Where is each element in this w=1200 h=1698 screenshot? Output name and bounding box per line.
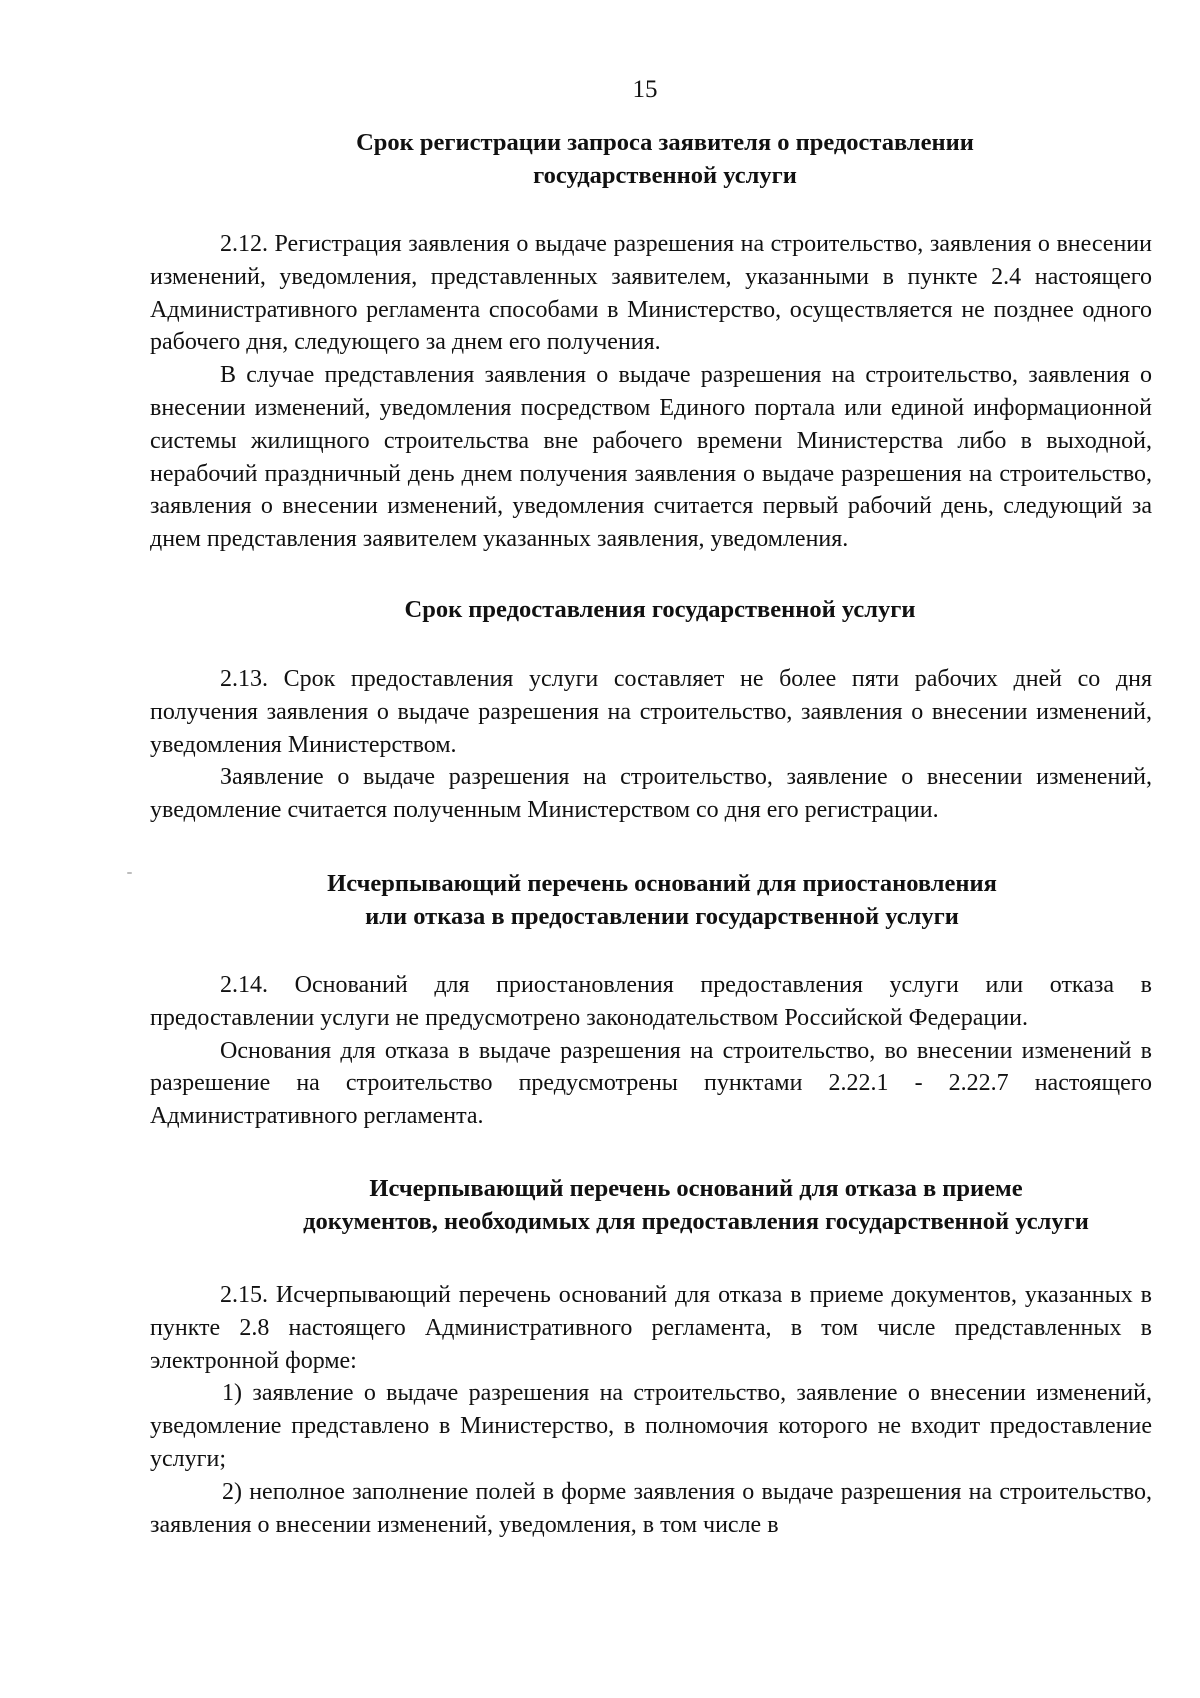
heading-line: документов, необходимых для предоставления государственной услуги [303,1207,1089,1235]
paragraph: Заявление о выдаче разрешения на строительство, заявление о внесении изменений, уведомление считается полученным Министерством со дня его регистрации. [150,764,1152,824]
document-body [150,126,1152,1541]
section-heading-suspension-grounds [150,867,1152,933]
list-item: 2) неполное заполнение полей в форме заявления о выдаче разрешения на строительство, заявления о внесении изменений, уведомления, в том числе в [150,1478,1152,1538]
section-heading-registration-term [150,126,1152,192]
heading-line: Исчерпывающий перечень оснований для приостановления [327,869,997,897]
heading-line: Исчерпывающий перечень оснований для отказа в приеме [369,1174,1023,1202]
section-heading-service-term [150,593,1152,626]
heading-line: Срок предоставления государственной услуги [404,595,916,623]
paragraph: Основания для отказа в выдаче разрешения на строительство, во внесении изменений в разрешение на строительство предусмотрены пунктами 2.22.1 - 2.22.7 настоящего Административного регламента. [150,1037,1152,1130]
section-heading-refusal-grounds [150,1172,1152,1238]
scan-artifact [127,872,132,874]
paragraph-2-14: 2.14. Оснований для приостановления предоставления услуги или отказа в предоставлении услуги не предусмотрено законодательством Российской Федерации. [150,971,1152,1031]
heading-line: Срок регистрации запроса заявителя о предоставлении [356,129,974,156]
paragraph-2-12: 2.12. Регистрация заявления о выдаче разрешения на строительство, заявления о внесении изменений, уведомления, представленных заявителем, указанными в пункте 2.4 настоящего Административного регламента способами в Министерство, осуществляется не позднее одного рабочего дня, следующего за днем его получения. [150,231,1152,356]
paragraph-2-15: 2.15. Исчерпывающий перечень оснований для отказа в приеме документов, указанных в пункте 2.8 настоящего Административного регламента, в том числе представленных в электронной форме: [150,1281,1152,1374]
heading-line: государственной услуги [533,162,797,189]
heading-line: или отказа в предоставлении государственной услуги [365,902,959,930]
paragraph-2-13: 2.13. Срок предоставления услуги составляет не более пяти рабочих дней со дня получения заявления о выдаче разрешения на строительство, заявления о внесении изменений, уведомления Министерством. [150,665,1152,758]
paragraph: В случае представления заявления о выдаче разрешения на строительство, заявления о внесении изменений, уведомления посредством Единого портала или единой информационной системы жилищного строительства вне рабочего времени Министерства либо в выходной, нерабочий праздничный день днем получения заявления о выдаче разрешения на строительство, заявления о внесении изменений, уведомления считается первый рабочий день, следующий за днем представления заявителем указанных заявления, уведомления. [150,362,1152,553]
page-number: 15 [632,76,658,103]
list-item: 1) заявление о выдаче разрешения на строительство, заявление о внесении изменений, уведомление представлено в Министерство, в полномочия которого не входит предоставление услуги; [150,1380,1152,1472]
